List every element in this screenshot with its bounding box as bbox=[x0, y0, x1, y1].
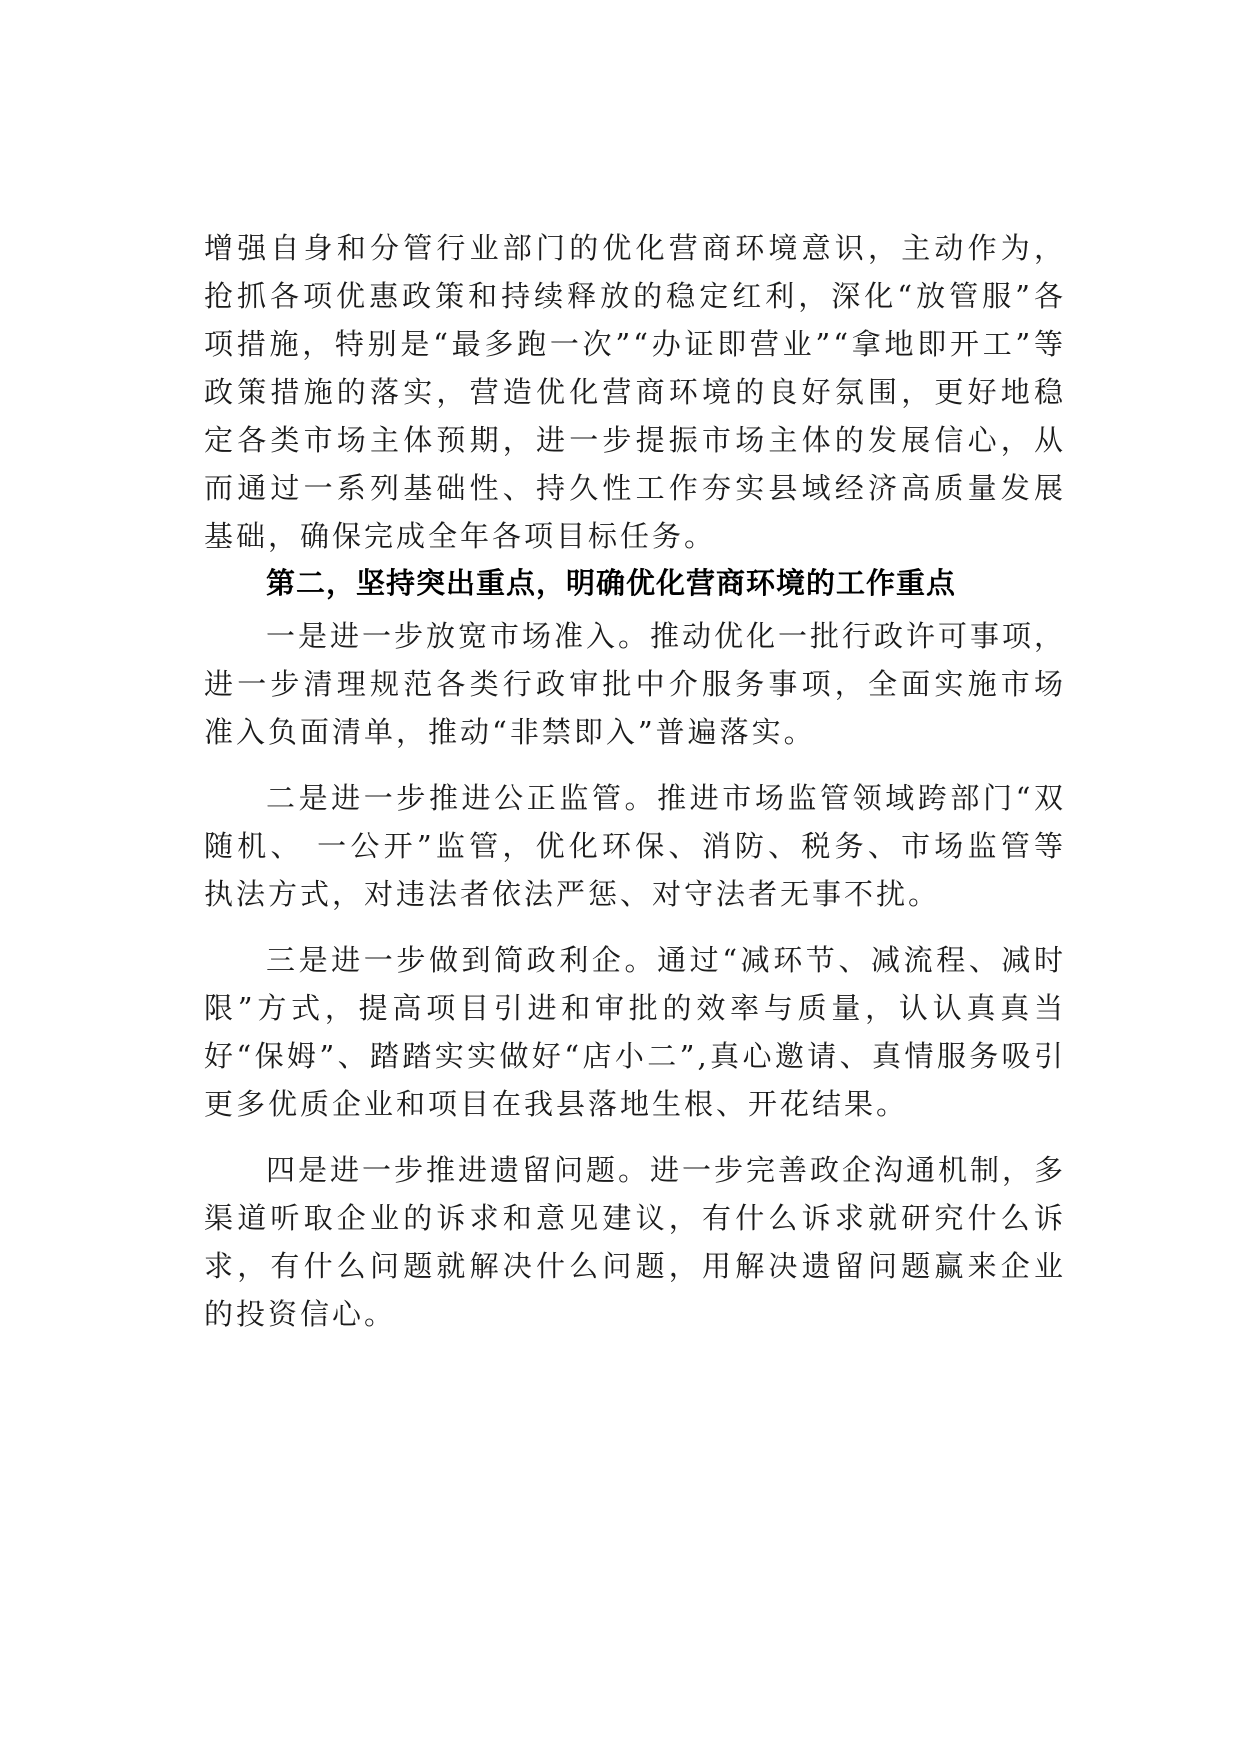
document-body bbox=[204, 224, 1066, 1338]
paragraph-point-two: 二是进一步推进公正监管。推进市场监管领域跨部门“双随机、 一公开”监管，优化环保、消防、税务、市场监管等执法方式，对违法者依法严惩、对守法者无事不扰。 bbox=[204, 781, 1066, 911]
paragraph-point-four: 四是进一步推进遗留问题。进一步完善政企沟通机制，多渠道听取企业的诉求和意见建议，有什么诉求就研究什么诉求，有什么问题就解决什么问题，用解决遗留问题赢来企业的投资信心。 bbox=[204, 1153, 1067, 1331]
section-heading-second: 第二，坚持突出重点，明确优化营商环境的工作重点 bbox=[266, 566, 957, 600]
paragraph-point-one: 一是进一步放宽市场准入。推动优化一批行政许可事项，进一步清理规范各类行政审批中介服务事项，全面实施市场准入负面清单，推动“非禁即入”普遍落实。 bbox=[204, 619, 1067, 749]
paragraph-continuation: 增强自身和分管行业部门的优化营商环境意识，主动作为，抢抓各项优惠政策和持续释放的稳定红利，深化“放管服”各项措施，特别是“最多跑一次”“办证即营业”“拿地即开工”等政策措施的落实，营造优化营商环境的良好氛围，更好地稳定各类市场主体预期，进一步提振市场主体的发展信心，从而通过一系列基础性、持久性工作夯实县域经济高质量发展基础，确保完成全年各项目标任务。 bbox=[204, 231, 1066, 553]
paragraph-point-three: 三是进一步做到简政利企。通过“减环节、减流程、减时限”方式，提高项目引进和审批的效率与质量，认认真真当好“保姆”、踏踏实实做好“店小二”,真心邀请、真情服务吸引更多优质企业和项目在我县落地生根、开花结果。 bbox=[204, 943, 1066, 1121]
